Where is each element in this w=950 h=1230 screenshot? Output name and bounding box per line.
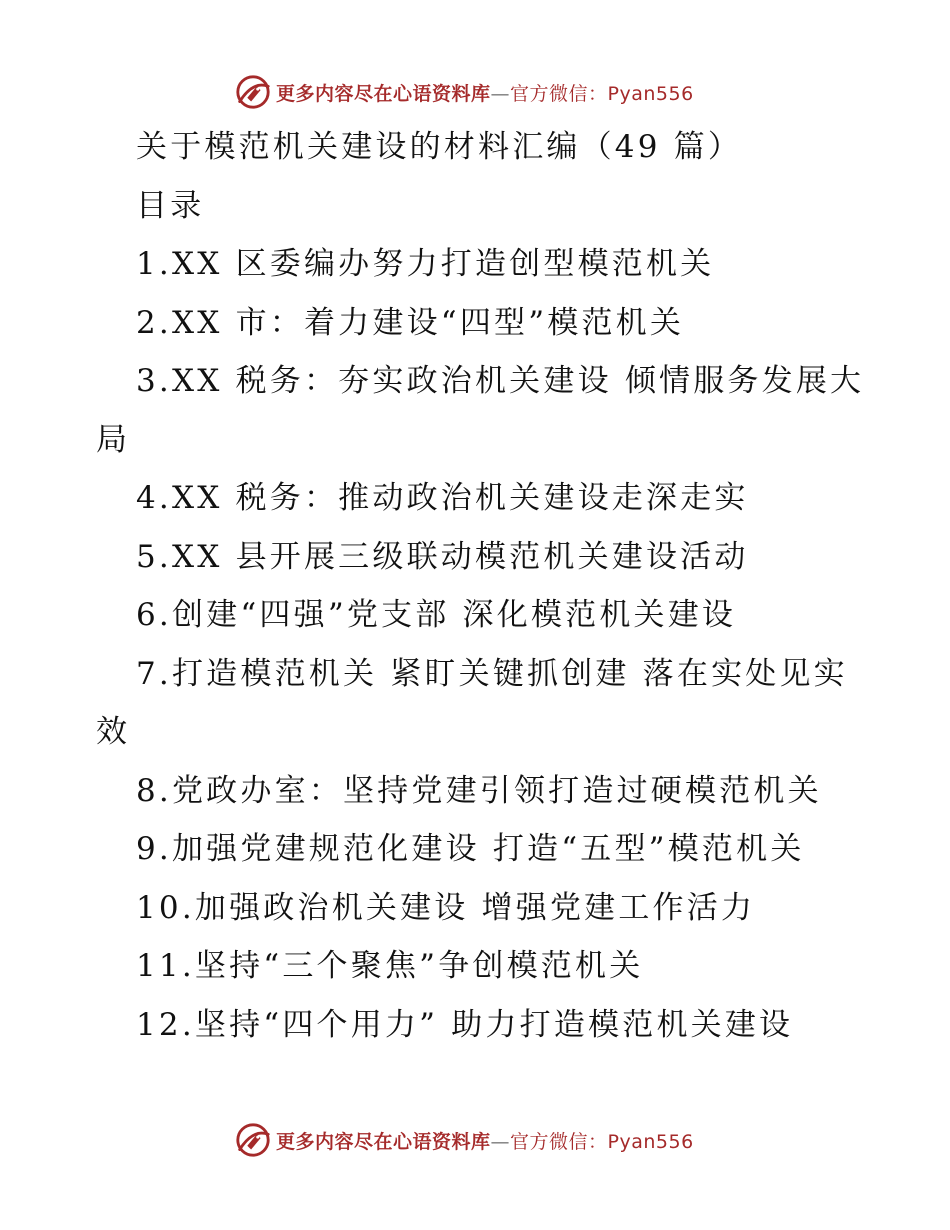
toc-item-9: 9.加强党建规范化建设 打造“五型”模范机关 <box>136 831 805 867</box>
footer-separator: — <box>490 1130 511 1153</box>
header-brand-text: 更多内容尽在心语资料库 <box>276 82 491 105</box>
toc-item-10: 10.加强政治机关建设 增强党建工作活力 <box>136 889 756 926</box>
toc-item-3-continuation: 局 <box>96 421 131 458</box>
toc-item-3: 3.XX 税务：夯实政治机关建设 倾情服务发展大 <box>136 363 865 399</box>
toc-item-12: 12.坚持“四个用力” 助力打造模范机关建设 <box>136 1006 794 1043</box>
toc-item-7: 7.打造模范机关 紧盯关键抓创建 落在实处见实 <box>136 655 848 692</box>
toc-heading: 目录 <box>136 187 205 224</box>
footer-brand-text: 更多内容尽在心语资料库 <box>276 1130 491 1153</box>
toc-item-6: 6.创建“四强”党支部 深化模范机关建设 <box>136 597 737 633</box>
footer-watermark <box>234 1120 694 1160</box>
toc-item-2: 2.XX 市：着力建设“四型”模范机关 <box>136 304 685 341</box>
pen-nib-circle-logo-icon <box>234 1121 272 1159</box>
toc-item-5: 5.XX 县开展三级联动模范机关建设活动 <box>136 538 749 575</box>
header-watermark <box>234 72 694 112</box>
toc-item-7-continuation: 效 <box>96 714 131 750</box>
header-contact-text: 官方微信：Pyan556 <box>510 82 694 105</box>
pen-nib-circle-logo-icon <box>234 73 272 111</box>
toc-item-4: 4.XX 税务：推动政治机关建设走深走实 <box>136 480 749 516</box>
footer-watermark-text <box>276 1127 694 1154</box>
document-title: 关于模范机关建设的材料汇编（49 篇） <box>136 129 743 165</box>
header-watermark-text <box>276 79 694 106</box>
header-separator: — <box>490 82 511 105</box>
document-body <box>0 118 950 1054</box>
footer-contact-text: 官方微信：Pyan556 <box>510 1130 694 1153</box>
toc-item-1: 1.XX 区委编办努力打造创型模范机关 <box>136 246 715 282</box>
toc-item-11: 11.坚持“三个聚焦”争创模范机关 <box>136 948 644 984</box>
toc-item-8: 8.党政办室：坚持党建引领打造过硬模范机关 <box>136 772 822 809</box>
